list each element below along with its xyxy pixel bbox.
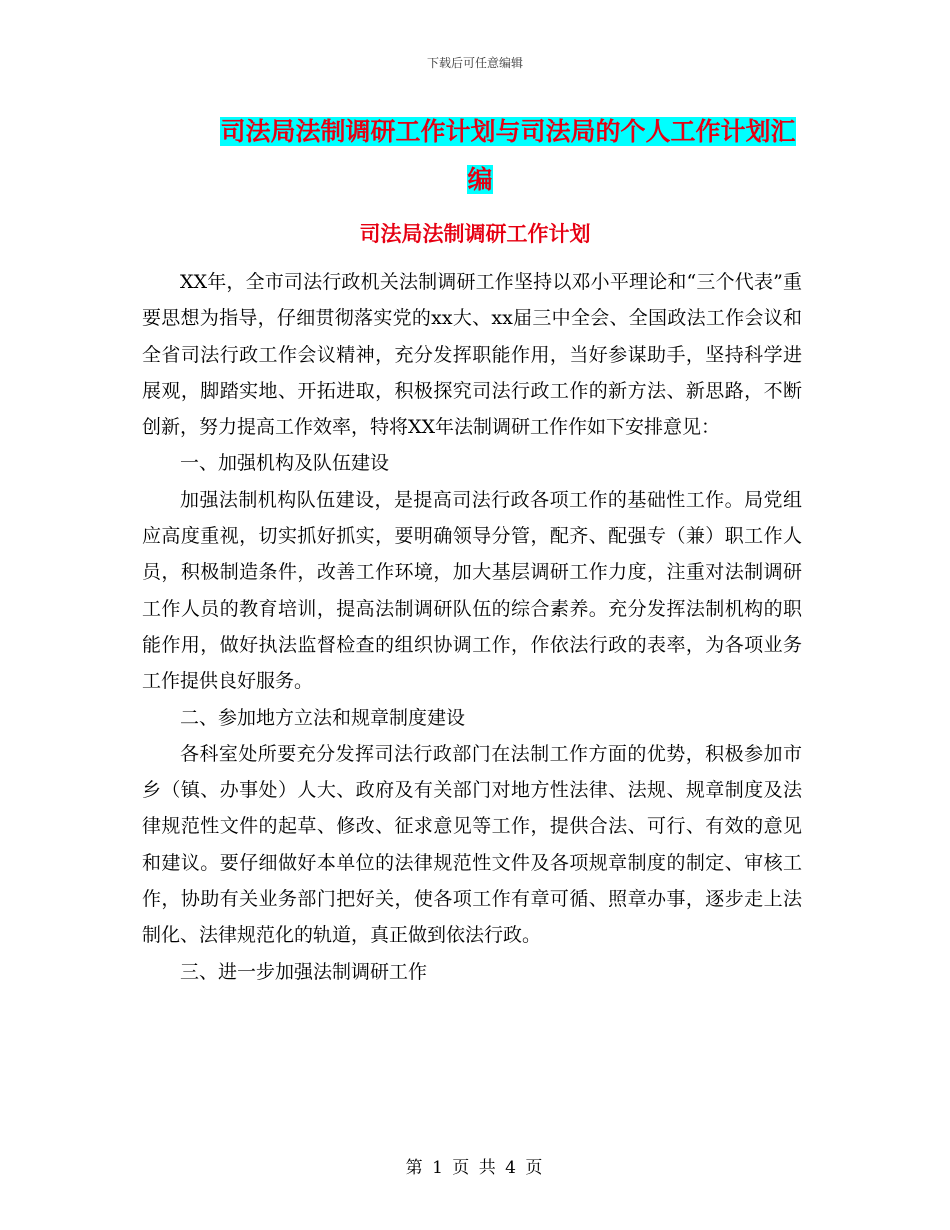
- document-title: [140, 108, 820, 204]
- paragraph-2: 各科室处所要充分发挥司法行政部门在法制工作方面的优势，积极参加市乡（镇、办事处）人大、政府及有关部门对地方性法律、法规、规章制度及法律规范性文件的起草、修改、征求意见等工作，提供合法、可行、有效的意见和建议。要仔细做好本单位的法律规范性文件及各项规章制度的制定、审核工作，协助有关业务部门把好关，使各项工作有章可循、照章办事，逐步走上法制化、法律规范化的轨道，真正做到依法行政。: [142, 742, 802, 947]
- paragraph-1: 加强法制机构队伍建设，是提高司法行政各项工作的基础性工作。局党组应高度重视，切实抓好抓实，要明确领导分管，配齐、配强专（兼）职工作人员，积极制造条件，改善工作环境，加大基层调研工作力度，注重对法制调研工作人员的教育培训，提高法制调研队伍的综合素养。充分发挥法制机构的职能作用，做好执法监督检查的组织协调工作，作依法行政的表率，为各项业务工作提供良好服务。: [142, 488, 802, 693]
- page-footer: 第 1 页 共 4 页: [405, 1158, 545, 1178]
- heading-3: 三、进一步加强法制调研工作: [180, 960, 428, 983]
- heading-2: 二、参加地方立法和规章制度建设: [180, 706, 466, 729]
- document-title-line-1: 司法局法制调研工作计划与司法局的个人工作计划汇: [220, 117, 796, 146]
- heading-1: 一、加强机构及队伍建设: [180, 452, 390, 475]
- document-title-line-2: 编: [467, 165, 493, 194]
- paragraph-intro: XX年，全市司法行政机关法制调研工作坚持以邓小平理论和“三个代表”重要思想为指导，仔细贯彻落实党的xx大、xx届三中全会、全国政法工作会议和全省司法行政工作会议精神，充分发挥职能作用，当好参谋助手，坚持科学进展观，脚踏实地、开拓进取，积极探究司法行政工作的新方法、新思路，不断创新，努力提高工作效率，特将XX年法制调研工作作如下安排意见：: [142, 271, 802, 439]
- document-body: [142, 264, 802, 990]
- section-title: 司法局法制调研工作计划: [359, 221, 591, 246]
- header-note: 下载后可任意编辑: [426, 56, 523, 70]
